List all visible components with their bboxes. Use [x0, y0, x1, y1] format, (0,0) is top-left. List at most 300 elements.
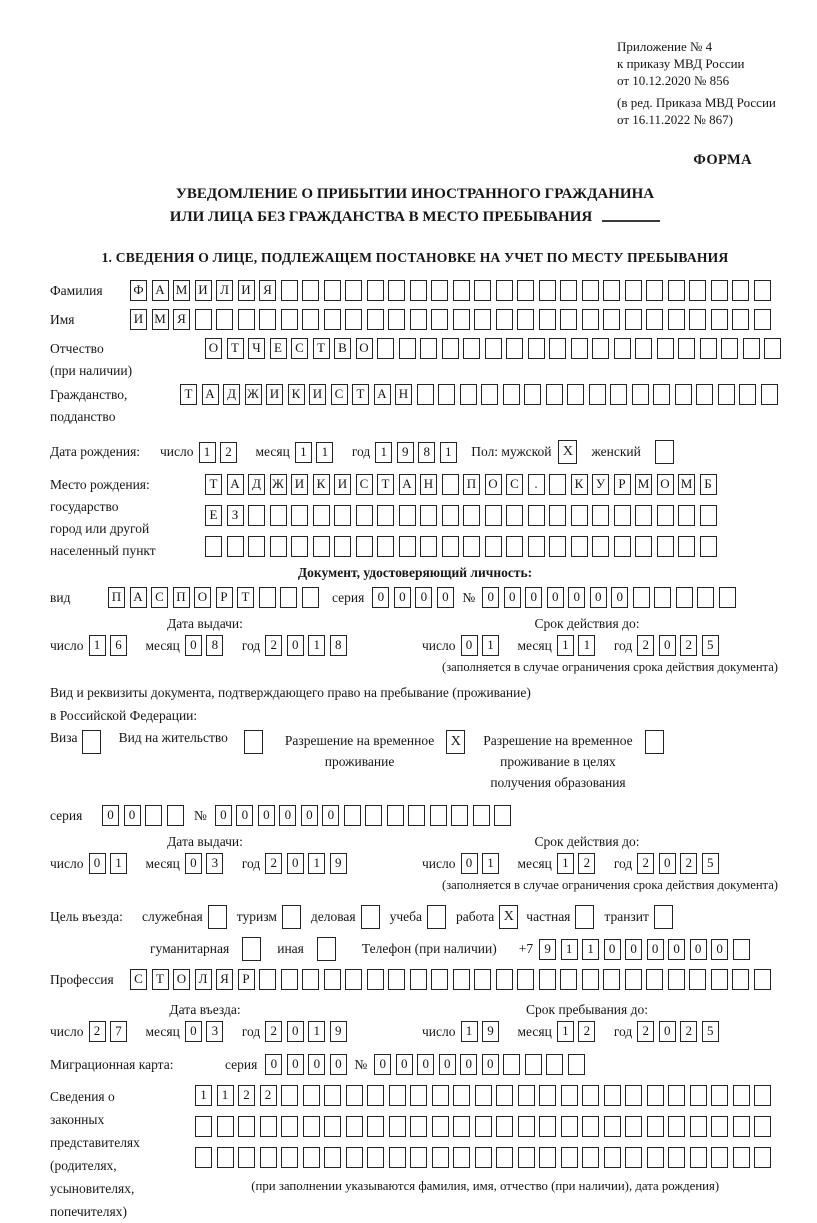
- page-title: [50, 183, 780, 229]
- char-box: [571, 338, 588, 359]
- field-given-name: [50, 309, 780, 330]
- residence-series-label: серия: [50, 807, 83, 823]
- purpose-tourism-checkbox: [282, 905, 301, 929]
- char-box: [389, 1116, 406, 1137]
- char-box: [345, 969, 362, 990]
- char-box: А: [152, 280, 169, 301]
- char-box: [410, 1085, 427, 1106]
- purpose-item-private: частная: [526, 905, 594, 929]
- char-box: [475, 1116, 492, 1137]
- citizenship-label: Гражданство, подданство: [50, 387, 128, 424]
- char-box: 1: [482, 635, 499, 656]
- char-box: [367, 309, 384, 330]
- char-box: Я: [216, 969, 233, 990]
- char-box: [754, 969, 771, 990]
- purpose-official-checkbox: [208, 905, 227, 929]
- char-box: И: [309, 384, 326, 405]
- field-residence-series: [50, 805, 780, 826]
- char-box: 0: [568, 587, 585, 608]
- char-box: Р: [238, 969, 255, 990]
- char-box: 1: [557, 1021, 574, 1042]
- char-box: [303, 1085, 320, 1106]
- char-box: И: [334, 474, 351, 495]
- citizenship-boxes: [180, 384, 782, 405]
- char-box: [647, 1147, 664, 1168]
- char-box: [525, 1054, 542, 1075]
- char-box: [387, 805, 404, 826]
- char-box: [324, 280, 341, 301]
- title-blank-underline: [602, 220, 660, 222]
- representatives-row2-boxes: [195, 1116, 776, 1137]
- char-box: [657, 536, 674, 557]
- char-box: 7: [110, 1021, 127, 1042]
- char-box: 8: [206, 635, 223, 656]
- char-box: [625, 309, 642, 330]
- char-box: [582, 309, 599, 330]
- char-box: [238, 1116, 255, 1137]
- char-box: [528, 536, 545, 557]
- char-box: [410, 280, 427, 301]
- char-box: Т: [180, 384, 197, 405]
- sex-male-checkbox: X: [558, 440, 577, 464]
- char-box: И: [195, 280, 212, 301]
- purpose-work-checkbox: X: [499, 905, 518, 929]
- doc-valid-group: число 0 1 месяц 1 1 год 2 0 2 5: [422, 635, 723, 656]
- char-box: 0: [461, 853, 478, 874]
- appendix-line: Приложение № 4: [617, 39, 713, 54]
- char-box: 0: [215, 805, 232, 826]
- sex-male-label: Пол: мужской: [471, 444, 552, 459]
- char-box: [739, 384, 756, 405]
- char-box: 0: [287, 853, 304, 874]
- doc-series-boxes: [372, 587, 458, 608]
- char-box: [377, 338, 394, 359]
- char-box: 1: [557, 635, 574, 656]
- char-box: М: [635, 474, 652, 495]
- char-box: [518, 1116, 535, 1137]
- char-box: [346, 1147, 363, 1168]
- char-box: [539, 280, 556, 301]
- char-box: [654, 587, 671, 608]
- char-box: 1: [110, 853, 127, 874]
- char-box: [614, 505, 631, 526]
- char-box: [313, 505, 330, 526]
- char-box: [625, 969, 642, 990]
- identity-doc-header: Документ, удостоверяющий личность:: [297, 565, 533, 580]
- doc-issue-day: [89, 635, 132, 656]
- char-box: 0: [647, 939, 664, 960]
- char-box: [733, 939, 750, 960]
- char-box: 0: [185, 635, 202, 656]
- char-box: [367, 1147, 384, 1168]
- residence-validity-note: (заполняется в случае ограничения срока действия документа): [442, 878, 778, 892]
- char-box: [754, 309, 771, 330]
- char-box: Ч: [248, 338, 265, 359]
- char-box: [549, 505, 566, 526]
- migration-card-label: Миграционная карта:: [50, 1056, 174, 1072]
- char-box: 1: [199, 442, 216, 463]
- appendix-block: [617, 38, 817, 128]
- char-box: 0: [394, 587, 411, 608]
- char-box: 0: [690, 939, 707, 960]
- char-box: [571, 505, 588, 526]
- char-box: 8: [330, 635, 347, 656]
- char-box: [582, 280, 599, 301]
- char-box: 0: [525, 587, 542, 608]
- char-box: [678, 536, 695, 557]
- char-box: 0: [372, 587, 389, 608]
- doc-number-label: №: [462, 589, 476, 605]
- char-box: [539, 1147, 556, 1168]
- char-box: 0: [461, 635, 478, 656]
- residence-number-label: №: [194, 807, 207, 823]
- char-box: [474, 309, 491, 330]
- char-box: 1: [561, 939, 578, 960]
- sex-female-checkbox: [655, 440, 674, 464]
- char-box: [281, 1116, 298, 1137]
- char-box: 1: [461, 1021, 478, 1042]
- char-box: Т: [237, 587, 254, 608]
- char-box: [711, 1147, 728, 1168]
- char-box: 2: [89, 1021, 106, 1042]
- char-box: [610, 384, 627, 405]
- char-box: [453, 1116, 470, 1137]
- char-box: 1: [89, 635, 106, 656]
- char-box: 0: [439, 1054, 456, 1075]
- char-box: [635, 505, 652, 526]
- char-box: [302, 280, 319, 301]
- char-box: [432, 1116, 449, 1137]
- birth-day-boxes: [199, 442, 242, 463]
- char-box: [711, 309, 728, 330]
- char-box: П: [108, 587, 125, 608]
- char-box: 3: [206, 1021, 223, 1042]
- char-box: 0: [668, 939, 685, 960]
- char-box: [324, 1116, 341, 1137]
- char-box: [496, 280, 513, 301]
- char-box: О: [485, 474, 502, 495]
- char-box: Н: [420, 474, 437, 495]
- appendix-line: к приказу МВД России: [617, 56, 745, 71]
- representatives-row1-boxes: [195, 1085, 776, 1106]
- char-box: О: [356, 338, 373, 359]
- char-box: [647, 1116, 664, 1137]
- char-box: 0: [415, 587, 432, 608]
- char-box: 0: [482, 1054, 499, 1075]
- char-box: Д: [223, 384, 240, 405]
- char-box: 1: [582, 939, 599, 960]
- doc-valid-month: [557, 635, 600, 656]
- purpose-item-study: учеба: [390, 905, 446, 929]
- char-box: [324, 309, 341, 330]
- char-box: [668, 1116, 685, 1137]
- char-box: [205, 536, 222, 557]
- char-box: [506, 505, 523, 526]
- residence-valid-day: [461, 853, 504, 874]
- char-box: [281, 309, 298, 330]
- char-box: А: [130, 587, 147, 608]
- char-box: 0: [547, 587, 564, 608]
- char-box: [733, 1147, 750, 1168]
- migration-series-boxes: [265, 1054, 351, 1075]
- field-surname: [50, 280, 780, 301]
- doc-issue-month: [185, 635, 228, 656]
- char-box: [410, 1147, 427, 1168]
- char-box: [442, 536, 459, 557]
- phone-label: Телефон (при наличии): [361, 941, 497, 956]
- char-box: 0: [417, 1054, 434, 1075]
- char-box: [346, 1116, 363, 1137]
- char-box: [324, 1085, 341, 1106]
- char-box: 8: [418, 442, 435, 463]
- char-box: [496, 1085, 513, 1106]
- phone-prefix: +7: [518, 941, 534, 956]
- char-box: И: [130, 309, 147, 330]
- doc-valid-year: [637, 635, 723, 656]
- char-box: [560, 309, 577, 330]
- char-box: 1: [578, 635, 595, 656]
- representatives-row3-boxes: [195, 1147, 776, 1168]
- char-box: Ж: [245, 384, 262, 405]
- char-box: 9: [482, 1021, 499, 1042]
- char-box: 0: [604, 939, 621, 960]
- given-name-label: Имя: [50, 311, 75, 327]
- purpose-item-business: деловая: [311, 905, 380, 929]
- char-box: [453, 1147, 470, 1168]
- char-box: [754, 1116, 771, 1137]
- char-box: [711, 1085, 728, 1106]
- birth-date-label: Дата рождения:: [50, 444, 141, 459]
- entry-day: [89, 1021, 132, 1042]
- char-box: 1: [308, 635, 325, 656]
- field-doc-kind: [50, 587, 780, 608]
- residence-permit-label: Вид на жительство: [118, 730, 228, 745]
- char-box: [689, 280, 706, 301]
- birthplace-row3-boxes: [205, 536, 721, 557]
- char-box: [646, 969, 663, 990]
- char-box: [431, 969, 448, 990]
- char-box: М: [678, 474, 695, 495]
- residence-issue-day: [89, 853, 132, 874]
- char-box: [647, 1085, 664, 1106]
- char-box: Л: [216, 280, 233, 301]
- char-box: [475, 1147, 492, 1168]
- char-box: 0: [102, 805, 119, 826]
- char-box: [431, 280, 448, 301]
- char-box: К: [313, 474, 330, 495]
- profession-label: Профессия: [50, 971, 114, 987]
- char-box: А: [374, 384, 391, 405]
- title-line-1: УВЕДОМЛЕНИЕ О ПРИБЫТИИ ИНОСТРАННОГО ГРАЖДАНИНА: [175, 186, 655, 202]
- char-box: [399, 536, 416, 557]
- char-box: [689, 969, 706, 990]
- char-box: [367, 1085, 384, 1106]
- char-box: 1: [217, 1085, 234, 1106]
- char-box: [453, 1085, 470, 1106]
- purpose-study-checkbox: [427, 905, 446, 929]
- char-box: 2: [637, 853, 654, 874]
- patronymic-boxes: [205, 338, 786, 359]
- char-box: [561, 1147, 578, 1168]
- purpose-private-checkbox: [575, 905, 594, 929]
- char-box: [291, 536, 308, 557]
- residence-permit-option: [119, 730, 263, 754]
- char-box: [481, 384, 498, 405]
- visa-option: [50, 730, 101, 754]
- char-box: 2: [680, 1021, 697, 1042]
- char-box: [560, 969, 577, 990]
- char-box: 1: [308, 1021, 325, 1042]
- char-box: [238, 1147, 255, 1168]
- char-box: О: [194, 587, 211, 608]
- char-box: 0: [711, 939, 728, 960]
- char-box: [539, 969, 556, 990]
- char-box: [592, 536, 609, 557]
- char-box: [399, 505, 416, 526]
- char-box: 3: [206, 853, 223, 874]
- stay-until-group: число 1 9 месяц 1 2 год 2 0 2 5: [422, 1021, 723, 1042]
- char-box: О: [173, 969, 190, 990]
- char-box: [635, 536, 652, 557]
- residence-doc-line2: в Российской Федерации:: [50, 708, 198, 723]
- char-box: Д: [248, 474, 265, 495]
- entry-date-group: число 2 7 месяц 0 3 год 2 0 1 9: [50, 1021, 422, 1042]
- char-box: [506, 338, 523, 359]
- char-box: [690, 1147, 707, 1168]
- char-box: [281, 1085, 298, 1106]
- char-box: Е: [270, 338, 287, 359]
- representatives-box-col: [195, 1085, 776, 1194]
- char-box: 0: [124, 805, 141, 826]
- char-box: [313, 536, 330, 557]
- char-box: [410, 309, 427, 330]
- char-box: В: [334, 338, 351, 359]
- char-box: [539, 309, 556, 330]
- char-box: Т: [152, 969, 169, 990]
- migration-number-label: №: [354, 1056, 368, 1072]
- forma-label: ФОРМА: [693, 152, 752, 168]
- char-box: 0: [659, 853, 676, 874]
- char-box: Л: [195, 969, 212, 990]
- phone-boxes: [539, 939, 754, 960]
- stay-year: [637, 1021, 723, 1042]
- char-box: [549, 338, 566, 359]
- char-box: 5: [702, 853, 719, 874]
- char-box: [754, 1085, 771, 1106]
- char-box: Р: [216, 587, 233, 608]
- char-box: [603, 969, 620, 990]
- char-box: [676, 587, 693, 608]
- char-box: [733, 1085, 750, 1106]
- char-box: 9: [330, 1021, 347, 1042]
- char-box: Я: [259, 280, 276, 301]
- char-box: [377, 536, 394, 557]
- char-box: [646, 309, 663, 330]
- section1-title: 1. СВЕДЕНИЯ О ЛИЦЕ, ПОДЛЕЖАЩЕМ ПОСТАНОВКЕ НА УЧЕТ ПО МЕСТУ ПРЕБЫВАНИЯ: [101, 250, 729, 265]
- char-box: [399, 338, 416, 359]
- char-box: [408, 805, 425, 826]
- migration-series-label: серия: [225, 1056, 258, 1072]
- char-box: [603, 280, 620, 301]
- char-box: [356, 505, 373, 526]
- char-box: [496, 969, 513, 990]
- char-box: 2: [637, 635, 654, 656]
- field-purpose-row2: [50, 937, 780, 961]
- char-box: 9: [397, 442, 414, 463]
- char-box: [582, 969, 599, 990]
- char-box: [270, 505, 287, 526]
- char-box: Ж: [270, 474, 287, 495]
- char-box: 0: [322, 805, 339, 826]
- char-box: [653, 384, 670, 405]
- field-profession: [50, 969, 780, 990]
- char-box: 0: [482, 587, 499, 608]
- char-box: [711, 969, 728, 990]
- stay-month: [557, 1021, 600, 1042]
- char-box: [453, 280, 470, 301]
- char-box: З: [227, 505, 244, 526]
- char-box: 0: [265, 1054, 282, 1075]
- char-box: [560, 280, 577, 301]
- char-box: 1: [440, 442, 457, 463]
- char-box: [324, 969, 341, 990]
- doc-kind-boxes: [108, 587, 323, 608]
- temp-residence-checkbox: X: [446, 730, 465, 754]
- char-box: [604, 1147, 621, 1168]
- char-box: [700, 536, 717, 557]
- char-box: [657, 505, 674, 526]
- char-box: [167, 805, 184, 826]
- char-box: 1: [316, 442, 333, 463]
- entry-month: [185, 1021, 228, 1042]
- char-box: [303, 1116, 320, 1137]
- char-box: [410, 969, 427, 990]
- char-box: [696, 384, 713, 405]
- doc-valid-day: [461, 635, 504, 656]
- char-box: [546, 384, 563, 405]
- representatives-note: (при заполнении указываются фамилия, имя, отчество (при наличии), дата рождения): [251, 1179, 720, 1193]
- stay-day: [461, 1021, 504, 1042]
- temp-residence-edu-checkbox: [645, 730, 664, 754]
- residence-dates-headers: [50, 834, 780, 853]
- residence-issue-group: число 0 1 месяц 0 3 год 2 0 1 9: [50, 853, 422, 874]
- char-box: [733, 1116, 750, 1137]
- title-line-2: ИЛИ ЛИЦА БЕЗ ГРАЖДАНСТВА В МЕСТО ПРЕБЫВАНИЯ: [50, 206, 780, 229]
- char-box: [259, 969, 276, 990]
- birthplace-box-rows: [205, 474, 721, 557]
- char-box: [345, 309, 362, 330]
- entry-date-header: Дата въезда:: [169, 1002, 241, 1017]
- char-box: [217, 1147, 234, 1168]
- char-box: П: [463, 474, 480, 495]
- char-box: 1: [195, 1085, 212, 1106]
- char-box: [494, 805, 511, 826]
- char-box: [582, 1116, 599, 1137]
- char-box: [431, 309, 448, 330]
- char-box: 1: [295, 442, 312, 463]
- char-box: [281, 280, 298, 301]
- char-box: 2: [680, 853, 697, 874]
- char-box: [453, 969, 470, 990]
- char-box: [389, 1147, 406, 1168]
- char-box: У: [592, 474, 609, 495]
- char-box: [280, 587, 297, 608]
- birthplace-row2-boxes: [205, 505, 721, 526]
- birthplace-label: Место рождения: государство город или другой населенный пункт: [50, 477, 156, 558]
- field-patronymic: [50, 338, 780, 382]
- char-box: [248, 505, 265, 526]
- char-box: [668, 280, 685, 301]
